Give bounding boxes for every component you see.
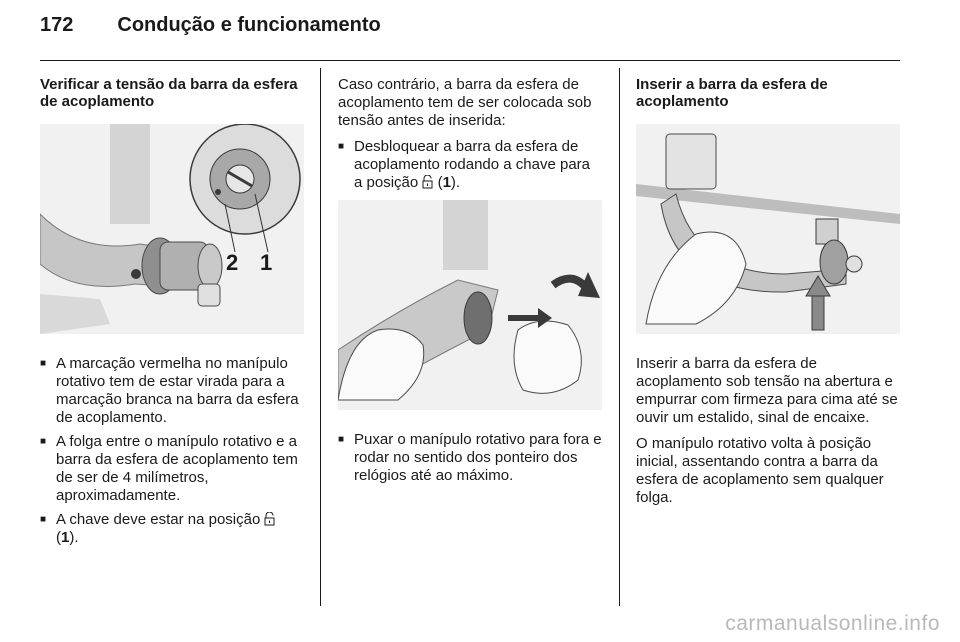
column-left — [40, 76, 304, 553]
list-item — [40, 511, 304, 547]
bullet-text-pre: Desbloquear a barra da esfera de acoplamento rodando a chave para a posição — [354, 138, 591, 191]
bullet-text-post: ). — [450, 174, 461, 191]
bullet-square-icon: ■ — [40, 436, 47, 447]
header-rule — [40, 60, 900, 61]
insert-bar-drawing — [636, 124, 900, 334]
bullet-text: Puxar o manípulo rotativo para fora e rodar no sentido dos ponteiro dos relógios até ao máximo. — [354, 431, 602, 484]
bullet-square-icon: ■ — [40, 514, 47, 525]
list-item — [338, 138, 602, 192]
illustration-tow-bar-check — [40, 124, 304, 339]
unlock-icon — [422, 175, 433, 189]
bullet-text-post: ). — [69, 529, 79, 546]
figure-label-1: 1 — [260, 250, 273, 275]
list-item — [338, 431, 602, 485]
unlock-icon — [264, 512, 275, 526]
section-title-check-tension: Verificar a tensão da barra da esfera de acoplamento — [40, 76, 298, 110]
column-divider-2 — [619, 68, 620, 606]
bullet-text — [354, 138, 602, 192]
bullet-text: A marcação vermelha no manípulo rotativo tem de estar virada para a marcação branca na barra da esfera de acoplamento. — [56, 355, 299, 426]
bullet-text-pre: A chave deve estar na posição — [56, 511, 261, 528]
pull-knob-drawing — [338, 200, 602, 410]
illustration-insert-bar — [636, 124, 900, 339]
watermark: carmanualsonline.info — [725, 612, 940, 635]
page-number: 172 — [40, 14, 74, 36]
bullet-square-icon: ■ — [338, 141, 345, 152]
list-item — [40, 355, 304, 427]
intro-paragraph: Caso contrário, a barra da esfera de acoplamento tem de ser colocada sob tensão antes de inserida: — [338, 76, 592, 129]
tow-bar-check-drawing — [40, 124, 304, 334]
paren-open: ( — [56, 529, 61, 546]
reference-number: 1 — [61, 529, 70, 546]
chapter-title: Condução e funcionamento — [117, 14, 381, 36]
instruction-paragraph-1: Inserir a barra da esfera de acoplamento sob tensão na abertura e empurrar com firmeza para cima até se ouvir um estalido, sinal de encaixe. — [636, 355, 898, 426]
figure-label-2: 2 — [226, 250, 239, 275]
column-middle — [338, 76, 602, 491]
instruction-paragraph-2: O manípulo rotativo volta à posição inicial, assentando contra a barra da esfera de acoplamento sem qualquer folga. — [636, 435, 884, 506]
column-right — [636, 76, 900, 515]
reference-number: 1 — [442, 174, 451, 191]
column-divider-1 — [320, 68, 321, 606]
section-title-insert: Inserir a barra da esfera de acoplamento — [636, 76, 828, 110]
bullet-text — [56, 511, 304, 547]
illustration-pull-knob — [338, 200, 602, 415]
list-item — [40, 433, 304, 505]
bullet-square-icon: ■ — [338, 434, 345, 445]
bullet-square-icon: ■ — [40, 358, 47, 369]
paren-open: ( — [437, 174, 443, 191]
bullet-text: A folga entre o manípulo rotativo e a barra da esfera de acoplamento tem de ser de 4 milímetros, aproximadamente. — [56, 433, 298, 504]
page-header — [40, 14, 900, 44]
